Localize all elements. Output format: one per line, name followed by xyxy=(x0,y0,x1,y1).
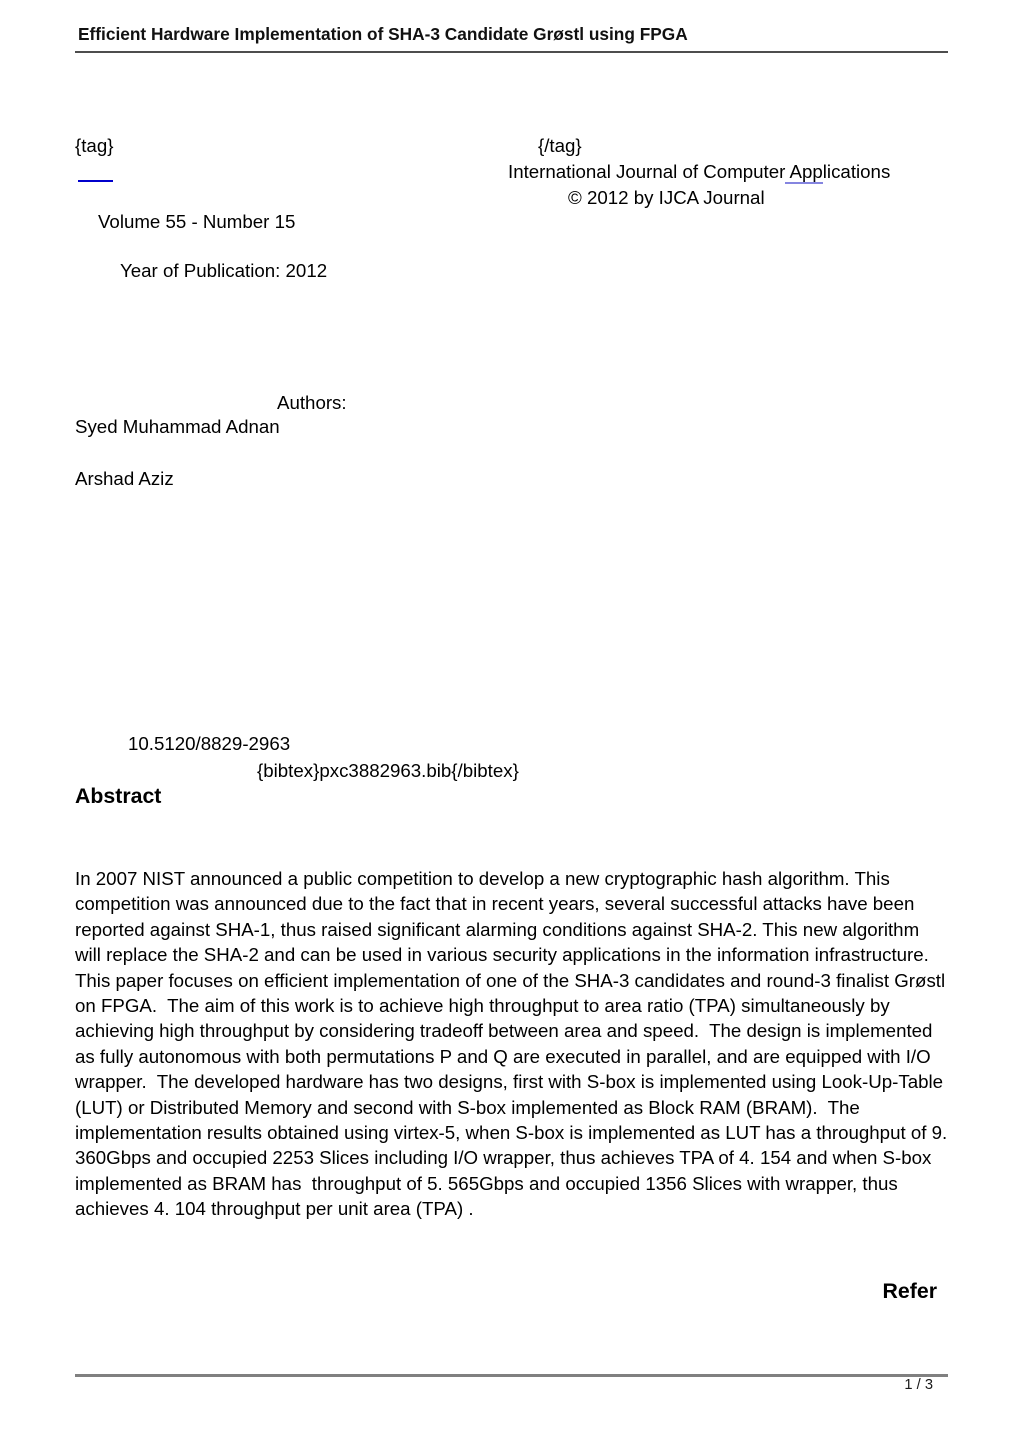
abstract-heading: Abstract xyxy=(75,784,162,808)
empty-link-underline[interactable] xyxy=(78,180,113,182)
page-number-indicator: 1 / 3 xyxy=(904,1377,933,1393)
references-heading-truncated: Refer xyxy=(882,1279,937,1303)
journal-name-line xyxy=(508,159,890,184)
bibtex-marker: {bibtex}pxc3882963.bib{/bibtex} xyxy=(257,760,519,781)
copyright-line: © 2012 by IJCA Journal xyxy=(568,187,765,208)
publication-year-line: Year of Publication: 2012 xyxy=(120,260,328,281)
author-name: Syed Muhammad Adnan xyxy=(75,416,280,437)
tag-close-marker: {/tag} xyxy=(538,135,582,156)
tag-open-marker: {tag} xyxy=(75,135,114,156)
abstract-text: In 2007 NIST announced a public competition to develop a new cryptographic hash algorithm. This competition was announced due to the fact that in recent years, several successful attacks have been reported against SHA-1, thus raised significant alarming conditions against SHA-2. This new algorithm will replace the SHA-2 and can be used in various security applications in the information infrastructure. This paper focuses on efficient implementation of one of the SHA-3 candidates and round-3 finalist Grøstl on FPGA. The aim of this work is to achieve high throughput to area ratio (TPA) simultaneously by achieving high throughput by considering tradeoff between area and speed. The design is implemented as fully autonomous with both permutations P and Q are executed in parallel, and are equipped with I/O wrapper. The developed hardware has two designs, first with S-box is implemented using Look-Up-Table (LUT) or Distributed Memory and second with S-box implemented as Block RAM (BRAM). The implementation results obtained using virtex-5, when S-box is implemented as LUT has a throughput of 9. 360Gbps and occupied 2253 Slices including I/O wrapper, thus achieves TPA of 4. 154 and when S-box implemented as BRAM has throughput of 5. 565Gbps and occupied 1356 Slices with wrapper, thus achieves 4. 104 throughput per unit area (TPA) . xyxy=(75,868,953,1220)
journal-name-prefix: International Journal of Computer xyxy=(508,161,786,182)
doi-number: 10.5120/8829-2963 xyxy=(128,733,291,754)
author-name: Arshad Aziz xyxy=(75,468,174,489)
page-header-title: Efficient Hardware Implementation of SHA-3 Candidate Grøstl using FPGA xyxy=(78,24,688,44)
header-divider-rule xyxy=(75,51,948,53)
footer-divider-rule xyxy=(75,1374,948,1377)
journal-name-suffix: lications xyxy=(822,161,891,182)
authors-label: Authors: xyxy=(277,392,347,413)
journal-name-link-fragment[interactable]: App xyxy=(785,161,823,182)
volume-number-line: Volume 55 - Number 15 xyxy=(98,211,296,232)
